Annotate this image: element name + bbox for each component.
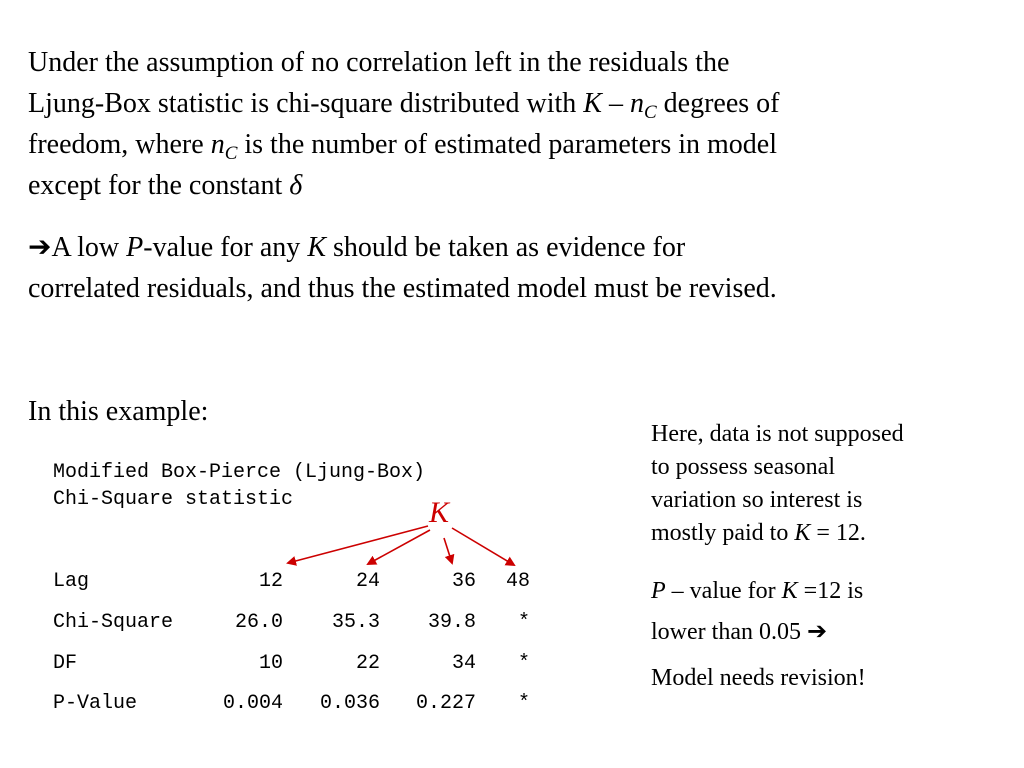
sidenote-p-value: P – value for K =12 is lower than 0.05 ➔ — [651, 578, 864, 645]
arrow-to-lag-12 — [288, 526, 428, 563]
cell: 36 — [451, 570, 476, 593]
arrow-to-lag-36 — [444, 538, 452, 563]
cell: 0.036 — [319, 692, 380, 715]
cell: * — [517, 611, 530, 634]
sidenote-seasonal: Here, data is not supposed to possess seasonal variation so interest is mostly paid to K = 12. — [651, 421, 904, 546]
arrow-to-lag-48 — [452, 528, 514, 565]
arrow-to-lag-24 — [368, 530, 430, 564]
row-label: P-Value — [53, 692, 138, 715]
p2-line-2: correlated residuals, and thus the estimated model must be revised. — [28, 273, 777, 304]
cell: 12 — [258, 570, 283, 593]
right-arrow-icon: ➔ — [806, 617, 828, 645]
cell: 34 — [451, 652, 476, 675]
cell: 39.8 — [427, 611, 476, 634]
p1-line-3: freedom, where $n_C$ is the number of estimated parameters in model — [28, 129, 777, 164]
cell: 48 — [505, 570, 530, 593]
cell: 10 — [258, 652, 283, 675]
row-label: DF — [53, 652, 78, 675]
p2-line-1: ➔A low P-value for any K should be taken as evidence for — [28, 230, 686, 263]
table-caption: Modified Box-Pierce (Ljung-Box) Chi-Square statistic — [53, 461, 426, 511]
p1-line-2: Ljung-Box statistic is chi-square distributed with K – $n_C$ degrees of — [28, 88, 780, 123]
cell: 35.3 — [331, 611, 380, 634]
cell: 24 — [355, 570, 380, 593]
p1-line-4: except for the constant δ — [28, 170, 303, 201]
cell: 22 — [355, 652, 380, 675]
cell: 26.0 — [234, 611, 283, 634]
k-annotation-label: K — [429, 496, 450, 529]
row-label: Lag — [53, 570, 90, 593]
cell: * — [517, 652, 530, 675]
row-label: Chi-Square — [53, 611, 174, 634]
cell: 0.227 — [415, 692, 476, 715]
sidenote-conclusion: Model needs revision! — [651, 665, 866, 691]
right-arrow-icon: ➔ — [28, 230, 52, 263]
cell: * — [517, 692, 530, 715]
p1-line-1: Under the assumption of no correlation left in the residuals the — [28, 47, 730, 78]
cell: 0.004 — [222, 692, 283, 715]
example-heading: In this example: — [28, 396, 209, 427]
